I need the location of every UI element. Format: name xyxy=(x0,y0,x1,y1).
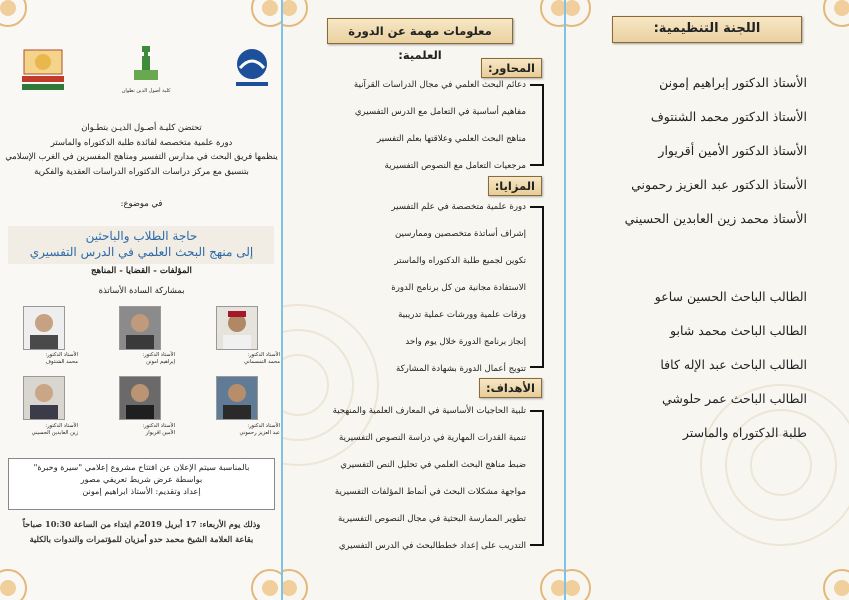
speaker-caption xyxy=(113,352,175,365)
speaker-photo xyxy=(23,376,65,420)
ornament-icon xyxy=(283,0,311,30)
topic-title-line1: حاجة الطلاب والباحثين xyxy=(85,229,198,243)
list-item: التدريب على إعداد خططالبحث في الدرس التفسيري xyxy=(338,541,526,551)
speaker-photo xyxy=(216,306,258,350)
committee-list xyxy=(577,66,807,236)
venue-line: بقاعة العلامة الشيخ محمد حدو أمزيان للمؤتمرات والندوات بالكلية xyxy=(29,534,254,544)
list-item: مناهج البحث العلمي وعلاقتها بعلم التفسير xyxy=(376,134,526,144)
ornament-icon xyxy=(0,566,30,600)
intro-text xyxy=(4,120,279,178)
ornament-icon xyxy=(537,566,566,600)
ornament-icon xyxy=(566,0,594,30)
ornament-icon xyxy=(820,0,849,30)
ornament-icon xyxy=(283,566,311,600)
speaker-title: الأستاذ الدكتور: xyxy=(45,423,78,429)
speaker-caption xyxy=(218,423,280,436)
features-title: المزايا: xyxy=(488,176,542,196)
date-line: وذلك يوم الأربعاء: 17 أبريل 2019م ابتداء من الساعة 10:30 صباحاً xyxy=(22,519,261,529)
committee-member: الأستاذ الدكتور إبراهيم إمونن xyxy=(659,75,807,90)
list-item: إشراف أساتذة متخصصين وممارسين xyxy=(394,229,526,239)
list-item: الاستفادة مجانية من كل برنامج الدورة xyxy=(391,283,526,293)
list-item: ضبط مناهج البحث العلمي في تحليل النص التفسيري xyxy=(340,460,526,470)
speaker-title: الأستاذ الدكتور: xyxy=(247,352,280,358)
university-logo-icon xyxy=(18,46,68,92)
ornament-icon xyxy=(248,566,283,600)
goals-bracket xyxy=(530,410,544,546)
ornament-icon xyxy=(566,566,594,600)
list-item: مفاهيم أساسية في التعامل مع الدرس التفسيري xyxy=(354,107,526,117)
research-center-logo-icon xyxy=(232,46,272,90)
goals-list xyxy=(286,398,526,560)
student-member: الطالب الباحث عبد الإله كافا xyxy=(660,357,807,372)
ornament-icon xyxy=(820,566,849,600)
list-item: دورة علمية متخصصة في علم التفسير xyxy=(391,202,526,212)
list-item: تنمية القدرات المهارية في دراسة النصوص التفسيرية xyxy=(338,433,526,443)
committee-header: اللجنة التنظيمية: xyxy=(612,16,802,43)
topic-subtitle: المؤلفات - القضايا - المناهج xyxy=(91,266,192,276)
list-item: إنجاز برنامج الدورة خلال يوم واحد xyxy=(405,337,526,347)
right-panel xyxy=(566,0,849,600)
student-member: الطالب الباحث محمد شابو xyxy=(670,323,807,338)
speaker-title: الأستاذ الدكتور: xyxy=(142,352,175,358)
speaker-photo xyxy=(216,376,258,420)
speaker-name: الأمين اقريوار xyxy=(145,429,175,436)
topic-label: في موضوع: xyxy=(120,198,163,208)
speaker-name: عبد العزيز رحموني xyxy=(239,429,280,436)
committee-member: الأستاذ الدكتور عبد العزيز رحموني xyxy=(631,177,807,192)
committee-member: الأستاذ محمد زين العابدين الحسيني xyxy=(624,211,807,226)
speaker-photo xyxy=(119,376,161,420)
student-member: طلبة الدكتوراه والماستر xyxy=(682,425,807,440)
info-header: معلومات مهمة عن الدورة العلمية: xyxy=(327,18,513,44)
list-item: ورقات علمية وورشات عملية تدريبية xyxy=(398,310,526,320)
committee-member: الأستاذ الدكتور الأمين أقريوار xyxy=(658,143,807,158)
faculty-logo-icon xyxy=(128,44,164,90)
ornament-icon xyxy=(248,0,283,30)
goals-title: الأهداف: xyxy=(479,378,542,398)
speaker-title: الأستاذ الدكتور: xyxy=(142,423,175,429)
list-item: تطوير الممارسة البحثية في مجال النصوص التفسيرية xyxy=(338,514,526,524)
speaker-photo xyxy=(119,306,161,350)
speaker-caption xyxy=(218,352,280,365)
list-item: دعائم البحث العلمي في مجال الدراسات القرآنية xyxy=(353,80,526,90)
intro-line: تحتضن كليـة أصـول الديـن بتطـوان xyxy=(81,122,202,132)
list-item: مرجعيات التعامل مع النصوص التفسيرية xyxy=(384,161,526,171)
intro-line: دورة علمية متخصصة لفائدة طلبة الدكتوراه والماستر xyxy=(50,136,233,147)
speaker-caption xyxy=(16,352,78,365)
announcement-line: إعداد وتقديم: الأستاذ ابراهيم إمونن xyxy=(82,486,201,496)
speaker-photo xyxy=(23,306,65,350)
announcement-box xyxy=(8,458,275,510)
speaker-title: الأستاذ الدكتور: xyxy=(247,423,280,429)
axes-list xyxy=(286,72,526,180)
announcement-line: بالمناسبة سيتم الإعلان عن افتتاح مشروع إعلامي "سيرة وخبرة" xyxy=(33,462,250,472)
features-list xyxy=(286,194,526,383)
features-bracket xyxy=(530,206,544,368)
intro-line: بتنسيق مع مركز دراسات الدكتوراه الدراسات العقدية والفكرية xyxy=(34,165,249,176)
committee-member: الأستاذ الدكتور محمد الشنتوف xyxy=(650,109,807,124)
faculty-logo-caption: كلية أصول الدين تطوان xyxy=(121,88,171,94)
ornament-icon xyxy=(0,0,30,30)
topic-title-line2: إلى منهج البحث العلمي في الدرس التفسيري xyxy=(29,245,254,259)
speaker-name: إبراهيم امونن xyxy=(146,358,175,365)
student-member: الطالب الباحث الحسين ساعو xyxy=(654,289,807,304)
list-item: تكوين لجميع طلبة الدكتوراه والماستر xyxy=(394,256,526,266)
ornament-icon xyxy=(537,0,566,30)
axes-title: المحاور: xyxy=(481,58,542,78)
list-item: تلبية الحاجيات الأساسية في المعارف العلمية والمنهجية xyxy=(332,406,526,416)
speaker-name: محمد التمسماني xyxy=(243,358,280,365)
speaker-caption xyxy=(16,423,78,436)
speaker-name: محمد الشنتوف xyxy=(45,358,78,365)
speaker-title: الأستاذ الدكتور: xyxy=(45,352,78,358)
list-item: مواجهة مشكلات البحث في أنماط المؤلفات التفسيرية xyxy=(334,487,526,497)
students-list xyxy=(577,280,807,450)
student-member: الطالب الباحث عمر حلوشي xyxy=(661,391,807,406)
speaker-caption xyxy=(113,423,175,436)
speaker-name: زين العابدين الحسيني xyxy=(31,429,78,436)
participation-label: بمشاركة السادة الأساتذة xyxy=(98,285,185,295)
middle-panel xyxy=(283,0,566,600)
announcement-line: بواسطة عرض شريط تعريفي مصور xyxy=(80,474,203,484)
axes-bracket xyxy=(530,84,544,166)
intro-line: ينظمها فريق البحث في مدارس التفسير ومناهج المفسرين في الغرب الإسلامي xyxy=(5,151,278,161)
left-panel xyxy=(0,0,283,600)
list-item: تتويج أعمال الدورة بشهادة المشاركة xyxy=(395,364,526,374)
